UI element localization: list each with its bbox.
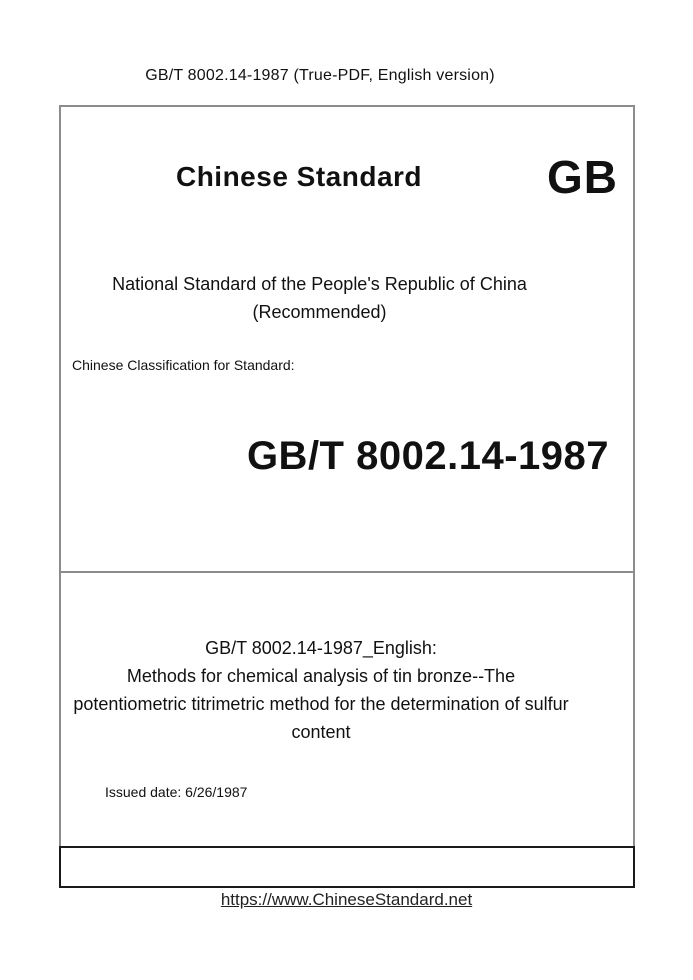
issued-date: Issued date: 6/26/1987 xyxy=(105,784,248,800)
standard-number: GB/T 8002.14-1987 xyxy=(246,434,609,478)
national-standard-line: National Standard of the People's Republic of China xyxy=(112,274,527,294)
cover-top-section xyxy=(59,105,635,571)
cover-mid-section xyxy=(59,571,635,846)
document-header-title: GB/T 8002.14-1987 (True-PDF, English version) xyxy=(145,67,495,84)
cover-box xyxy=(59,105,635,888)
brand-title: Chinese Standard xyxy=(175,161,423,192)
footer-empty-box xyxy=(59,846,635,888)
brand-row xyxy=(61,151,633,222)
website-link[interactable]: https://www.ChineseStandard.net xyxy=(220,890,473,909)
classification-label: Chinese Classification for Standard: xyxy=(72,357,295,373)
english-title-body: Methods for chemical analysis of tin bronze--The potentiometric titrimetric method for the determination of sulfur content xyxy=(73,666,569,742)
english-title-block xyxy=(61,634,633,746)
footer-link-row xyxy=(0,890,693,910)
english-title-heading: GB/T 8002.14-1987_English: xyxy=(205,638,437,658)
gb-logo: GB xyxy=(547,151,618,203)
recommended-line: (Recommended) xyxy=(252,302,387,322)
national-standard-block xyxy=(61,270,633,326)
